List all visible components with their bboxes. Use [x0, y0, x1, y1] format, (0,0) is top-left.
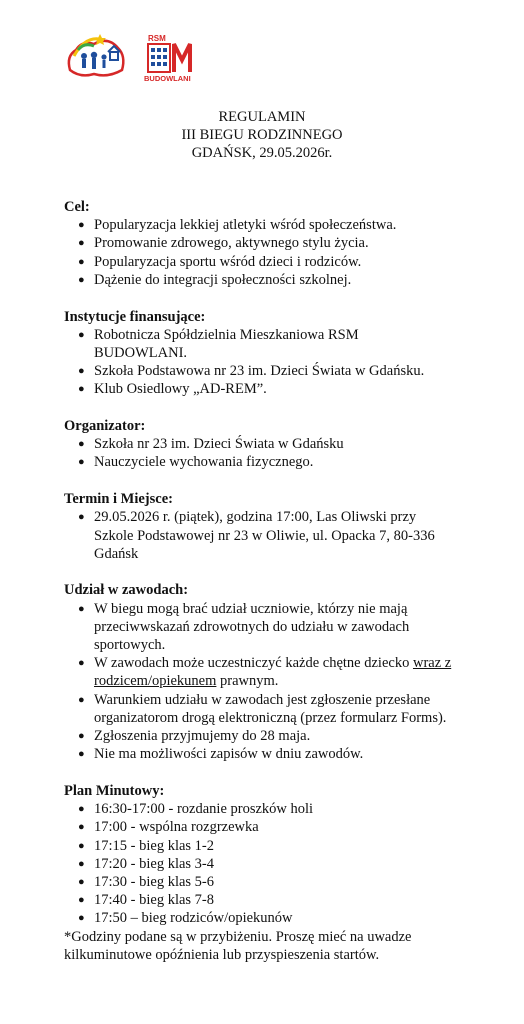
list-item: ● Nauczyciele wychowania fizycznego.	[64, 453, 484, 471]
udzial-list	[64, 600, 484, 764]
underlined-text: wraz z rodzicem/opiekunem	[94, 655, 452, 690]
list-item: ● Szkoła Podstawowa nr 23 im. Dzieci Świata w Gdańsku.	[64, 362, 484, 380]
list-item: ● 29.05.2026 r. (piątek), godzina 17:00, Las Oliwski przy Szkole Podstawowej nr 23 w Oliwie, ul. Opacka 7, 80-336 Gdańsk	[64, 508, 484, 563]
title-line-2: III BIEGU RODZINNEGO	[181, 127, 343, 143]
document-title	[0, 108, 524, 162]
list-item: ● Zgłoszenia przyjmujemy do 28 maja.	[64, 727, 484, 745]
list-item-text: prawnym.	[216, 673, 279, 690]
list-item: ● 17:30 - bieg klas 5-6	[64, 873, 484, 891]
section-heading-termin: Termin i Miejsce:	[64, 491, 173, 508]
cel-list	[64, 216, 484, 289]
plan-note: *Godziny podane są w przybiżeniu. Proszę mieć na uwadze kilkuminutowe opóźnienia lub przyspieszenia startów.	[64, 928, 412, 963]
list-item: ● 17:50 – bieg rodziców/opiekunów	[64, 909, 484, 927]
section-instytucje	[64, 308, 484, 399]
section-heading-instytucje: Instytucje finansujące:	[64, 308, 206, 325]
list-item: ● Warunkiem udziału w zawodach jest zgłoszenie przesłane organizatorom drogą elektroniczną (przez formularz Forms).	[64, 691, 484, 727]
title-line-3: GDAŃSK, 29.05.2026r.	[191, 145, 333, 161]
termin-list	[64, 508, 484, 563]
section-termin	[64, 490, 484, 563]
organizator-list	[64, 435, 484, 471]
section-organizator	[64, 417, 484, 472]
list-item: ● Szkoła nr 23 im. Dzieci Świata w Gdańsku	[64, 435, 484, 453]
list-item: ● Popularyzacja sportu wśród dzieci i rodziców.	[64, 253, 484, 271]
list-item: ● 17:40 - bieg klas 7-8	[64, 891, 484, 909]
section-heading-cel: Cel:	[64, 199, 90, 215]
rsm-budowlani-logo	[142, 34, 202, 86]
section-udzial	[64, 581, 484, 763]
list-item: ● Nie ma możliwości zapisów w dniu zawodów.	[64, 745, 484, 763]
list-item: ● Klub Osiedlowy „AD-REM”.	[64, 380, 484, 398]
list-item: ● 17:20 - bieg klas 3-4	[64, 855, 484, 873]
list-item: ● 17:15 - bieg klas 1-2	[64, 837, 484, 855]
title-line-1: REGULAMIN	[218, 109, 306, 125]
section-heading-plan: Plan Minutowy:	[64, 782, 165, 799]
budowlani-text: BUDOWLANI	[144, 74, 191, 83]
instytucje-list	[64, 326, 484, 399]
list-item: ● W biegu mogą brać udział uczniowie, którzy nie mają przeciwwskazań zdrowotnych do udziału w zawodach sportowych.	[64, 600, 484, 655]
list-item: ● Dążenie do integracji społeczności szkolnej.	[64, 271, 484, 289]
section-cel	[64, 198, 484, 289]
rsm-text: RSM	[148, 34, 166, 43]
plan-list	[64, 800, 484, 927]
section-heading-organizator: Organizator:	[64, 418, 146, 435]
list-item: ● Robotnicza Spółdzielnia Mieszkaniowa RSM BUDOWLANI.	[64, 326, 484, 362]
list-item-text: W zawodach może uczestniczyć każde chętne dziecko	[94, 655, 413, 672]
list-item: ● 16:30-17:00 - rozdanie proszków holi	[64, 800, 484, 818]
list-item: ● 17:00 - wspólna rozgrzewka	[64, 818, 484, 836]
list-item: ● Promowanie zdrowego, aktywnego stylu życia.	[64, 234, 484, 252]
document-body	[64, 198, 484, 983]
list-item	[64, 654, 484, 690]
school-family-logo-icon	[64, 26, 128, 82]
list-item: ● Popularyzacja lekkiej atletyki wśród społeczeństwa.	[64, 216, 484, 234]
section-plan	[64, 782, 484, 964]
section-heading-udzial: Udział w zawodach:	[64, 582, 189, 599]
